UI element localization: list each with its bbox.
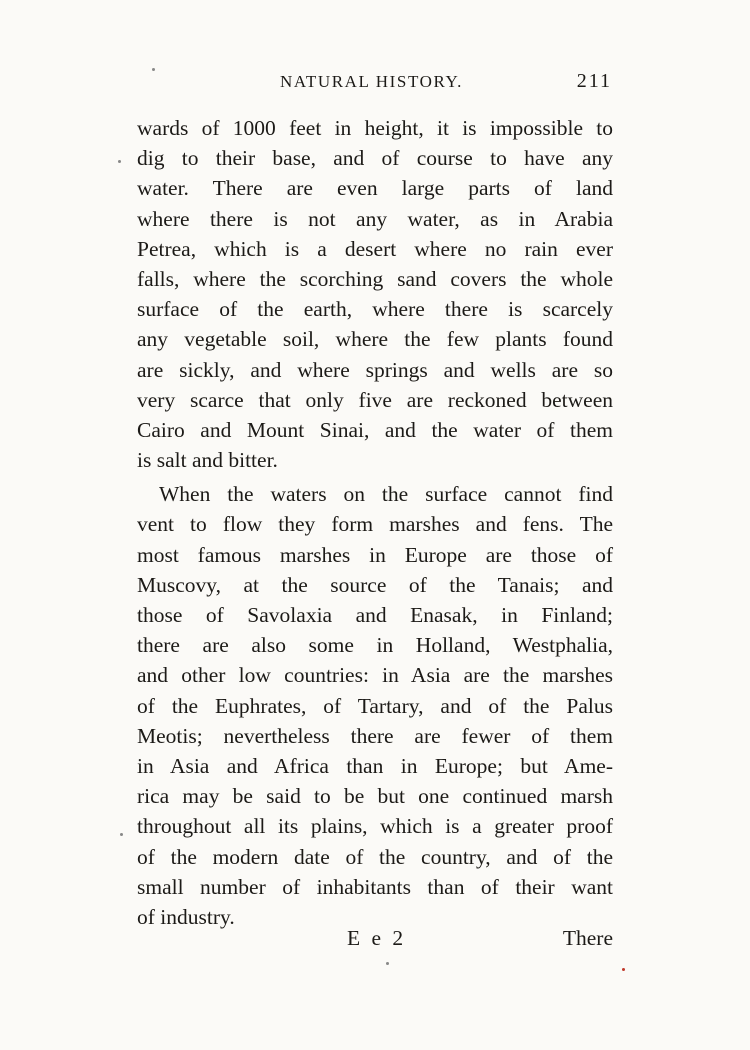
paper-speck (622, 968, 625, 971)
text-line: Meotis; nevertheless there are fewer of them (137, 723, 613, 748)
text-line: of industry. (137, 904, 235, 929)
text-line: in Asia and Africa than in Europe; but Ame- (137, 753, 613, 778)
text-line: of the Euphrates, of Tartary, and of the Palus (137, 693, 613, 718)
text-line: When the waters on the surface cannot find (159, 482, 613, 507)
text-line: Petrea, which is a desert where no rain ever (137, 236, 613, 261)
text-line: is salt and bitter. (137, 448, 278, 473)
paper-speck (386, 962, 389, 965)
paper-speck (152, 68, 155, 71)
paragraph-1 (137, 113, 613, 475)
page-number: 211 (576, 70, 612, 92)
text-line: are sickly, and where springs and wells are so (137, 357, 613, 382)
text-line: rica may be said to be but one continued marsh (137, 784, 613, 809)
text-line: any vegetable soil, where the few plants found (137, 327, 613, 352)
running-head (140, 72, 612, 102)
paragraph-2 (137, 479, 613, 932)
text-line: those of Savolaxia and Enasak, in Finland; (137, 603, 613, 627)
page-footer (137, 926, 613, 960)
text-line: where there is not any water, as in Arabia (137, 206, 613, 231)
text-line: of the modern date of the country, and of the (137, 844, 613, 869)
text-line: Cairo and Mount Sinai, and the water of them (137, 417, 613, 442)
body-text (137, 113, 613, 932)
catchword: There (562, 926, 613, 950)
running-title: NATURAL HISTORY. (280, 72, 464, 91)
signature-mark: E e 2 (347, 926, 407, 950)
paper-speck (120, 833, 123, 836)
text-line: Muscovy, at the source of the Tanais; and (137, 572, 613, 597)
text-line: vent to flow they form marshes and fens. The (137, 512, 613, 537)
text-line: surface of the earth, where there is scarcely (137, 297, 613, 322)
text-line: wards of 1000 feet in height, it is impossible to (137, 116, 613, 140)
text-line: most famous marshes in Europe are those of (137, 542, 613, 567)
text-line: very scarce that only five are reckoned between (137, 387, 613, 412)
text-line: dig to their base, and of course to have any (137, 146, 613, 171)
text-line: water. There are even large parts of land (137, 176, 613, 201)
text-line: and other low countries: in Asia are the marshes (137, 663, 613, 688)
text-line: small number of inhabitants than of their want (137, 874, 613, 899)
text-line: throughout all its plains, which is a greater proof (137, 814, 613, 839)
paper-speck (118, 160, 121, 163)
text-line: there are also some in Holland, Westphalia, (137, 633, 613, 658)
text-line: falls, where the scorching sand covers the whole (137, 266, 613, 291)
